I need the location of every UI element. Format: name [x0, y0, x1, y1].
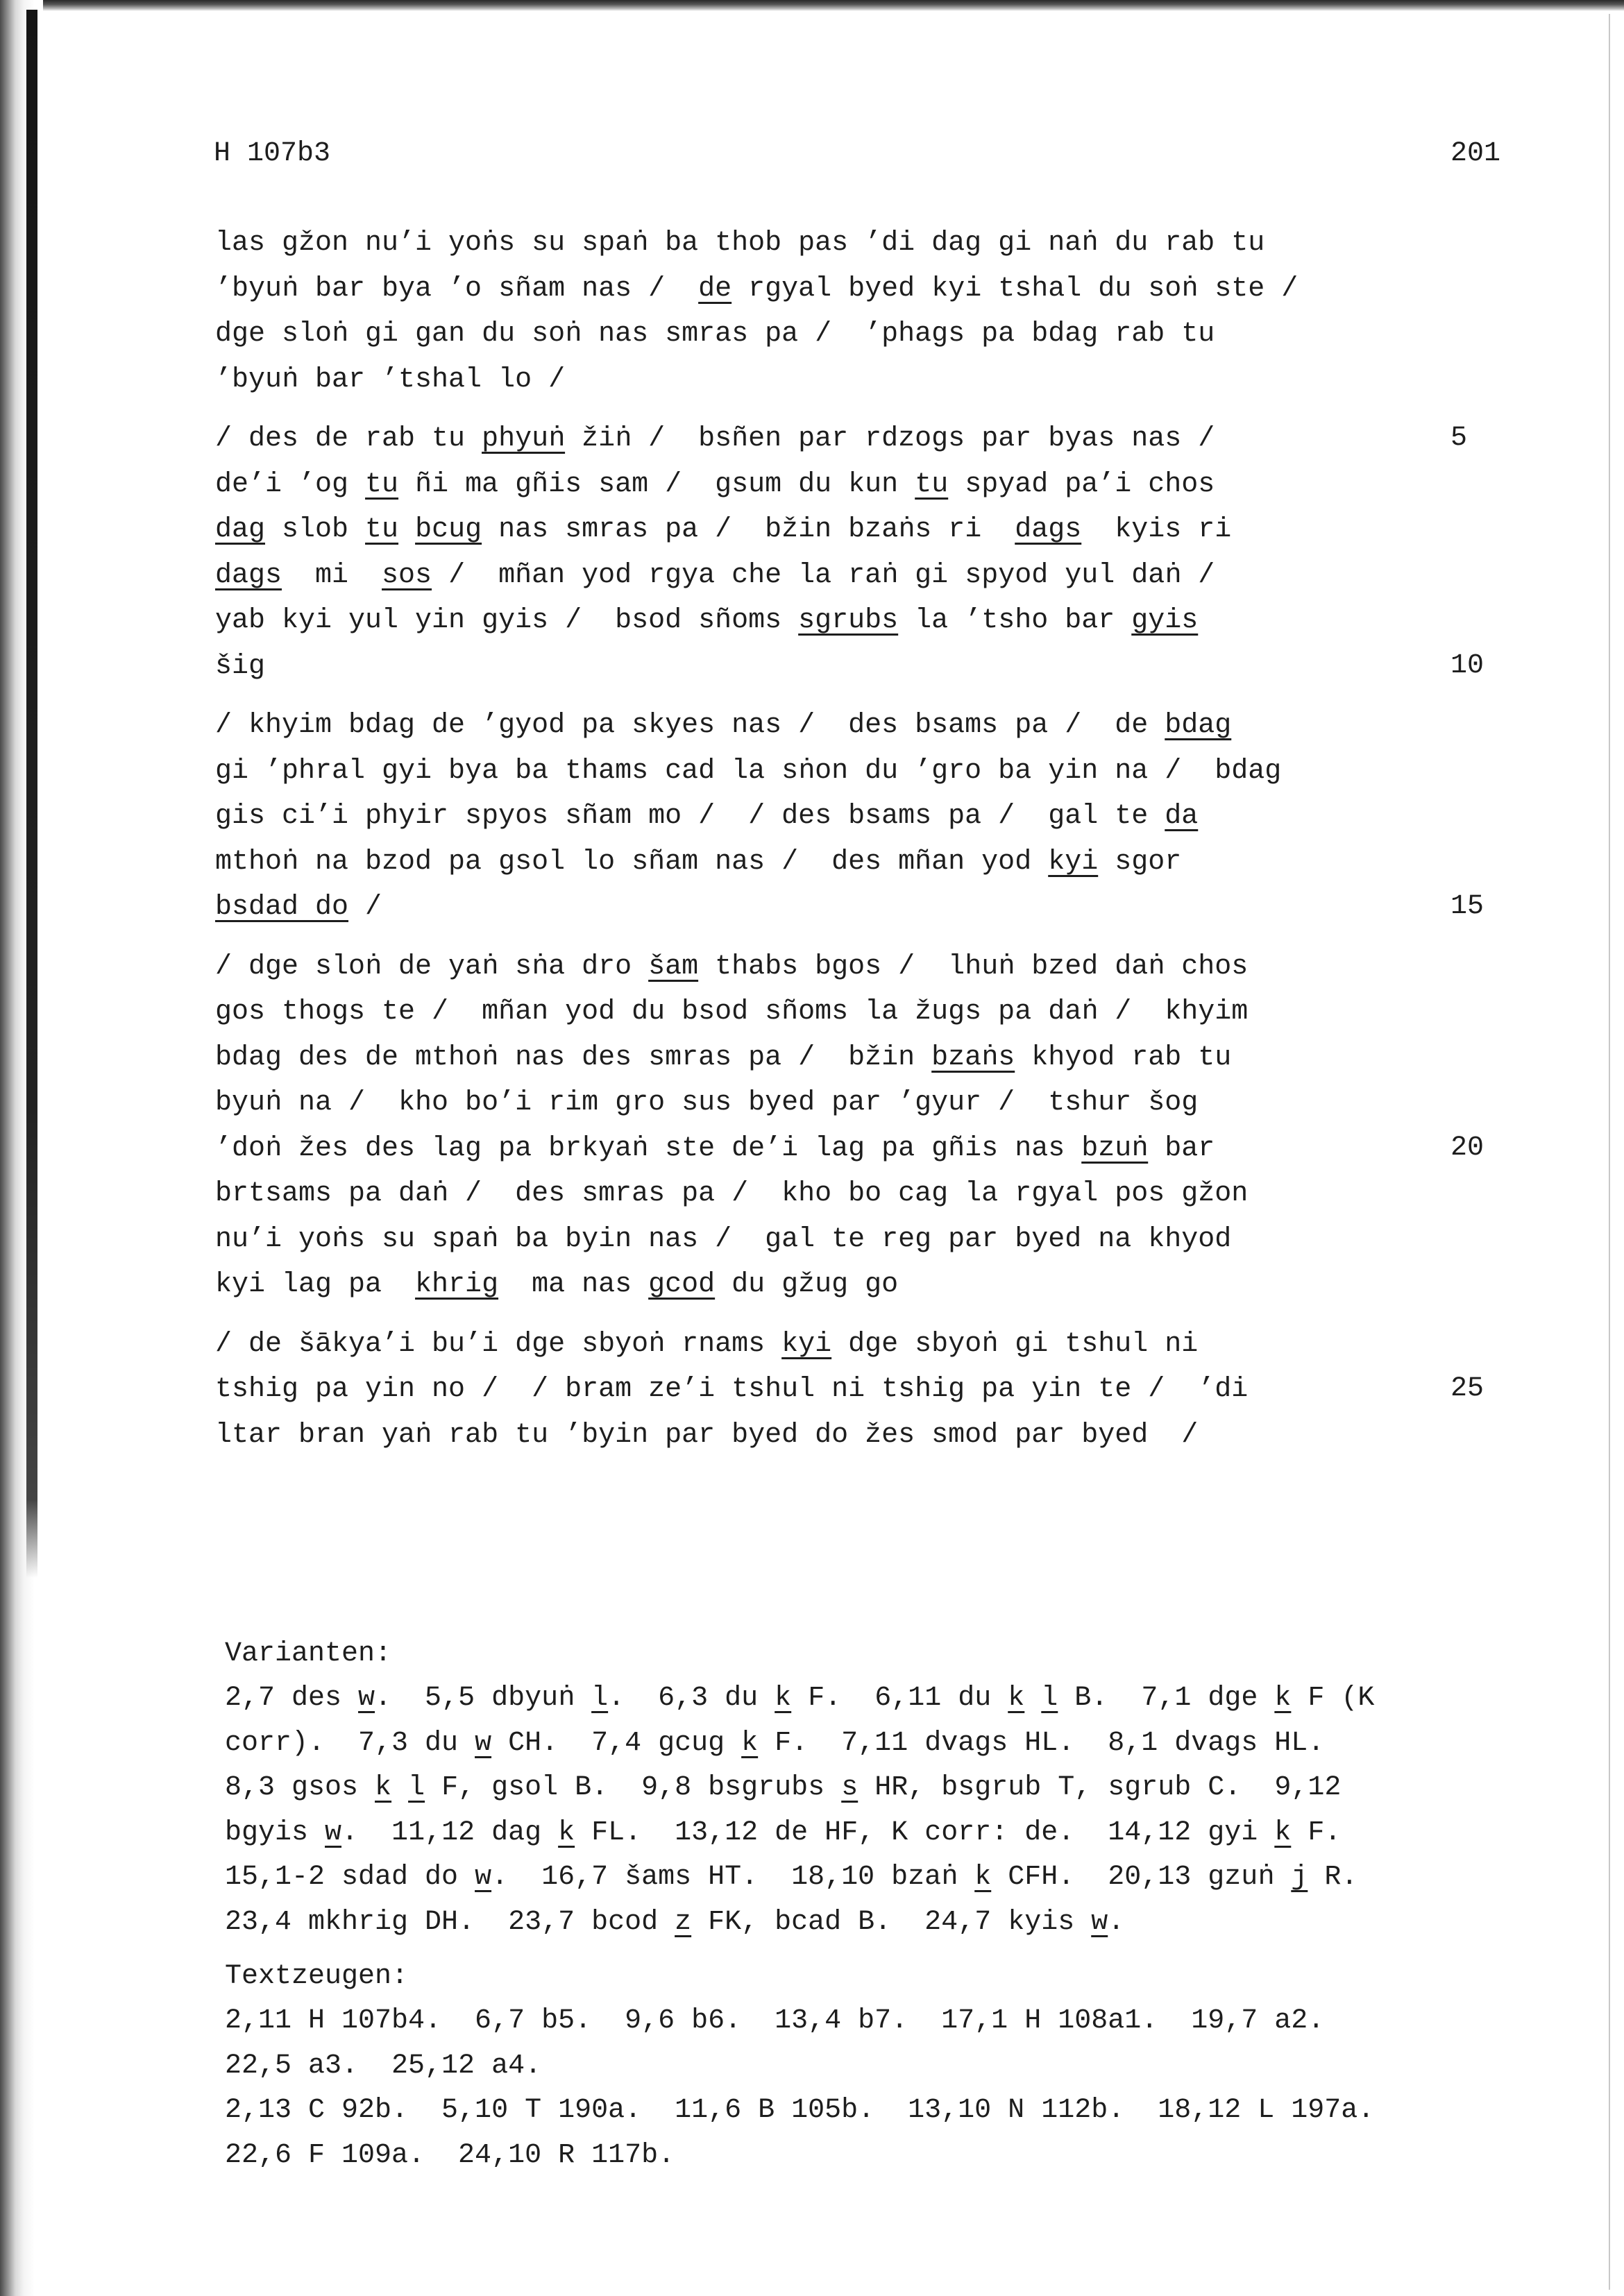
text-line: [215, 221, 1464, 266]
text-line: [215, 1080, 1464, 1126]
text-segment: la ’tsho bar: [898, 605, 1132, 636]
underlined-word: tu: [365, 514, 399, 545]
text-segment: bgyis: [225, 1817, 325, 1848]
text-segment: nas smras pa / bžin bzaṅs ri: [482, 514, 1015, 545]
text-segment: ltar bran yaṅ rab tu ’byin par byed do žes smod par byed /: [215, 1419, 1199, 1451]
book-spine-shadow: [26, 10, 37, 1578]
underlined-word: dags: [215, 559, 282, 591]
text-segment: mthoṅ na bzod pa gsol lo sñam nas / des mñan yod: [215, 846, 1049, 878]
text-line: [215, 1367, 1464, 1413]
text-segment: HR, bsgrub T, sgrub C. 9,12: [858, 1772, 1342, 1803]
text-segment: dge sloṅ gi gan du soṅ nas smras pa / ’phags pa bdag rab tu: [215, 318, 1215, 350]
text-segment: tshig pa yin no / / bram ze’i tshul ni tshig pa yin te / ’di: [215, 1374, 1249, 1405]
underlined-word: k: [974, 1862, 992, 1893]
paragraph: [215, 221, 1464, 402]
text-segment: slob: [265, 514, 366, 545]
underlined-word: k: [1274, 1683, 1292, 1714]
text-segment: nu’i yoṅs su spaṅ ba byin nas / gal te reg par byed na khyod: [215, 1223, 1232, 1255]
text-segment: [398, 514, 415, 545]
text-segment: [391, 1772, 408, 1803]
text-segment: F (K: [1291, 1683, 1375, 1714]
text-line: [215, 1217, 1464, 1263]
text-segment: FK, bcad B. 24,7 kyis: [691, 1906, 1092, 1938]
underlined-word: w: [325, 1817, 342, 1848]
underlined-word: dag: [215, 514, 266, 545]
underlined-word: k: [775, 1683, 792, 1714]
underlined-word: da: [1165, 801, 1199, 832]
underlined-word: l: [591, 1683, 609, 1714]
text-segment: CFH. 20,13 gzuṅ: [991, 1862, 1292, 1893]
text-segment: /: [348, 892, 382, 923]
text-line: [215, 1171, 1464, 1217]
paragraph: [215, 703, 1464, 930]
text-segment: ’byuṅ bar bya ’o sñam nas /: [215, 273, 699, 305]
text-segment: kyis ri: [1081, 514, 1232, 545]
text-segment: . 5,5 dbyuṅ: [375, 1683, 592, 1714]
underlined-word: s: [841, 1772, 858, 1803]
underlined-word: k: [558, 1817, 575, 1848]
text-segment: ’doṅ žes des lag pa brkyaṅ ste de’i lag pa gñis nas: [215, 1132, 1082, 1164]
textzeugen-section: [225, 1955, 1599, 2178]
line-number-25: 25: [1450, 1373, 1485, 1404]
page-number: 201: [1450, 138, 1501, 169]
text-line: [215, 1126, 1464, 1172]
text-segment: FL. 13,12 de HF, K corr: de. 14,12 gyi: [575, 1817, 1275, 1848]
text-line: [215, 840, 1464, 885]
varianten-heading: Varianten:: [225, 1638, 392, 1669]
text-segment: rgyal byed kyi tshal du soṅ ste /: [731, 273, 1299, 305]
text-line: [215, 989, 1464, 1035]
text-segment: R.: [1308, 1862, 1358, 1893]
varianten-line: [225, 1766, 1599, 1811]
text-segment: . 11,12 dag: [341, 1817, 559, 1848]
text-line: [215, 1413, 1464, 1459]
text-segment: . 16,7 šams HT. 18,10 bzaṅ: [491, 1862, 975, 1893]
text-segment: / mñan yod rgya che la raṅ gi spyod yul daṅ /: [432, 559, 1215, 591]
underlined-word: l: [408, 1772, 425, 1803]
text-segment: sgor: [1098, 846, 1182, 878]
text-line: [215, 416, 1464, 462]
text-segment: de’i ’og: [215, 468, 366, 500]
text-segment: šig: [215, 650, 266, 682]
underlined-word: phyuṅ: [482, 423, 566, 454]
text-segment: du gžug go: [715, 1269, 899, 1300]
text-segment: ’byuṅ bar ’tshal lo /: [215, 364, 566, 396]
varianten-line: [225, 1721, 1599, 1767]
underlined-word: l: [1041, 1683, 1058, 1714]
underlined-word: bsdad do: [215, 892, 349, 923]
text-segment: corr). 7,3 du: [225, 1727, 475, 1759]
text-segment: ñi ma gñis sam / gsum du kun: [398, 468, 915, 500]
text-segment: bar: [1148, 1132, 1215, 1164]
text-segment: yab kyi yul yin gyis / bsod sñoms: [215, 605, 799, 636]
folio-reference: H 107b3: [214, 138, 331, 169]
text-line: [215, 1262, 1464, 1308]
text-segment: [1024, 1683, 1041, 1714]
underlined-word: bzaṅs: [931, 1041, 1015, 1073]
text-segment: / des de rab tu: [215, 423, 482, 454]
text-segment: / dge sloṅ de yaṅ sṅa dro: [215, 951, 649, 983]
text-segment: khyod rab tu: [1015, 1041, 1232, 1073]
underlined-word: k: [741, 1727, 759, 1759]
text-segment: / khyim bdag de ’gyod pa skyes nas / des bsams pa / de: [215, 710, 1165, 741]
text-segment: 2,7 des: [225, 1683, 359, 1714]
underlined-word: tu: [365, 468, 399, 500]
underlined-word: k: [1008, 1683, 1025, 1714]
underlined-word: k: [375, 1772, 392, 1803]
text-line: [215, 1322, 1464, 1368]
critical-apparatus: [225, 1632, 1599, 2188]
underlined-word: gyis: [1131, 605, 1199, 636]
text-line: [215, 749, 1464, 794]
text-segment: gos thogs te / mñan yod du bsod sñoms la žugs pa daṅ / khyim: [215, 996, 1249, 1028]
underlined-word: bzuṅ: [1081, 1132, 1149, 1164]
text-segment: gis ci’i phyir spyos sñam mo / / des bsams pa / gal te: [215, 801, 1165, 832]
underlined-word: de: [698, 273, 732, 305]
textzeugen-line: 2,13 C 92b. 5,10 T 190a. 11,6 B 105b. 13,10 N 112b. 18,12 L 197a.: [225, 2095, 1375, 2126]
text-line: [215, 462, 1464, 508]
text-segment: byuṅ na / kho bo’i rim gro sus byed par ’gyur / tshur šog: [215, 1087, 1199, 1119]
text-segment: B. 7,1 dge: [1058, 1683, 1275, 1714]
varianten-section: [225, 1632, 1599, 1945]
textzeugen-line: 22,5 a3. 25,12 a4.: [225, 2050, 542, 2082]
text-line: [215, 703, 1464, 749]
text-segment: 23,4 mkhrig DH. 23,7 bcod: [225, 1906, 675, 1938]
text-line: [215, 944, 1464, 990]
text-segment: ma nas: [498, 1269, 649, 1300]
text-line: [215, 885, 1464, 930]
varianten-line: [225, 1855, 1599, 1900]
text-segment: kyi lag pa: [215, 1269, 416, 1300]
underlined-word: kyi: [781, 1328, 832, 1360]
text-segment: F. 6,11 du: [791, 1683, 1008, 1714]
text-line: [215, 312, 1464, 357]
text-line: [215, 1035, 1464, 1081]
text-segment: brtsams pa daṅ / des smras pa / kho bo cag la rgyal pos gžon: [215, 1178, 1249, 1209]
text-line: [215, 507, 1464, 553]
text-segment: 8,3 gsos: [225, 1772, 375, 1803]
underlined-word: bdag: [1165, 710, 1232, 741]
text-segment: F. 7,11 dvags HL. 8,1 dvags HL.: [758, 1727, 1325, 1759]
text-segment: dge sbyoṅ gi tshul ni: [831, 1328, 1199, 1360]
text-segment: 15,1-2 sdad do: [225, 1862, 475, 1893]
text-segment: / de šākya’i bu’i dge sbyoṅ rnams: [215, 1328, 782, 1360]
underlined-word: k: [1274, 1817, 1292, 1848]
text-segment: .: [1108, 1906, 1125, 1938]
underlined-word: šam: [648, 951, 699, 983]
underlined-word: w: [475, 1727, 492, 1759]
underlined-word: bcug: [415, 514, 482, 545]
text-line: [215, 598, 1464, 644]
text-line: [215, 794, 1464, 840]
paragraph: [215, 416, 1464, 689]
text-line: [215, 266, 1464, 312]
underlined-word: dags: [1015, 514, 1082, 545]
textzeugen-heading: Textzeugen:: [225, 1961, 409, 1992]
page-edge-right: [1609, 14, 1610, 2290]
underlined-word: j: [1291, 1862, 1308, 1893]
line-number-20: 20: [1450, 1132, 1485, 1164]
text-segment: žiṅ / bsñen par rdzogs par byas nas /: [565, 423, 1215, 454]
underlined-word: khrig: [415, 1269, 499, 1300]
text-segment: spyad pa’i chos: [948, 468, 1215, 500]
text-segment: . 6,3 du: [608, 1683, 775, 1714]
text-line: [215, 553, 1464, 599]
varianten-line: [225, 1900, 1599, 1946]
text-segment: bdag des de mthoṅ nas des smras pa / bžin: [215, 1041, 932, 1073]
underlined-word: z: [675, 1906, 692, 1938]
line-number-15: 15: [1450, 891, 1485, 922]
text-segment: mi: [282, 559, 382, 591]
textzeugen-line: 22,6 F 109a. 24,10 R 117b.: [225, 2139, 675, 2171]
varianten-line: [225, 1811, 1599, 1856]
main-text: [215, 221, 1464, 1472]
underlined-word: tu: [915, 468, 949, 500]
underlined-word: w: [1091, 1906, 1108, 1938]
text-segment: las gžon nu’i yoṅs su spaṅ ba thob pas ’di dag gi naṅ du rab tu: [215, 228, 1265, 259]
scan-edge-top: [0, 0, 1624, 11]
underlined-word: sos: [382, 559, 432, 591]
underlined-word: gcod: [648, 1269, 716, 1300]
paragraph: [215, 1322, 1464, 1459]
text-segment: gi ’phral gyi bya ba thams cad la sṅon du ’gro ba yin na / bdag: [215, 755, 1282, 787]
text-segment: CH. 7,4 gcug: [491, 1727, 742, 1759]
paragraph: [215, 944, 1464, 1308]
underlined-word: w: [358, 1683, 375, 1714]
textzeugen-line: 2,11 H 107b4. 6,7 b5. 9,6 b6. 13,4 b7. 17,1 H 108a1. 19,7 a2.: [225, 2005, 1325, 2036]
text-line: [215, 357, 1464, 403]
varianten-line: [225, 1676, 1599, 1721]
underlined-word: sgrubs: [798, 605, 899, 636]
text-segment: F, gsol B. 9,8 bsgrubs: [425, 1772, 842, 1803]
underlined-word: kyi: [1048, 846, 1099, 878]
text-line: [215, 644, 1464, 690]
text-segment: thabs bgos / lhuṅ bzed daṅ chos: [698, 951, 1249, 983]
line-number-5: 5: [1450, 423, 1468, 454]
text-segment: F.: [1291, 1817, 1342, 1848]
line-number-10: 10: [1450, 650, 1485, 681]
underlined-word: w: [475, 1862, 492, 1893]
